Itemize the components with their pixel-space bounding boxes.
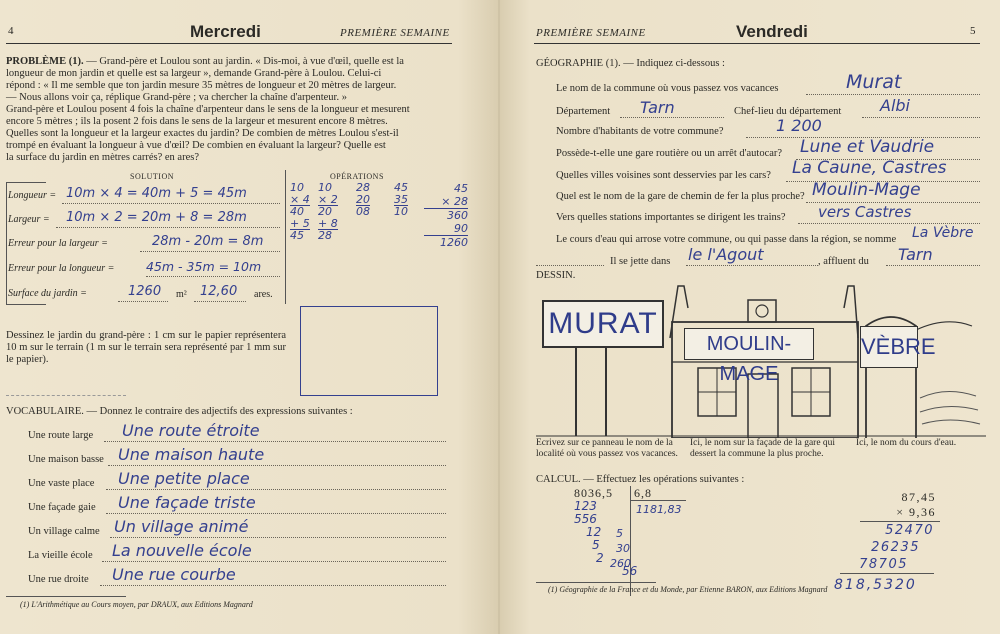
page-number: 5: [970, 25, 976, 37]
surface-m2-value: 1260: [128, 284, 162, 299]
geo-answer-chef-lieu: Albi: [880, 96, 910, 115]
vocab-answer: Une maison haute: [118, 445, 265, 464]
garden-drawing: [300, 306, 438, 396]
problem-line: la surface du jardin en mètres carrés? en ares?: [6, 152, 199, 163]
operation-col-2: 10 × 2 20 + 8 28: [318, 181, 338, 242]
geo-question: Le cours d'eau qui arrose votre commune, ou qui passe dans la région, se nomme: [556, 234, 897, 245]
drawing-caption: Ici, le nom du cours d'eau.: [856, 438, 957, 448]
geo-answer-gare-fer: Moulin-Mage: [812, 180, 921, 200]
operation-col-4: 45 35 10: [394, 181, 408, 218]
page-number: 4: [8, 25, 14, 37]
geo-question: Possède-t-elle une gare routière ou un arrêt d'autocar?: [556, 148, 783, 159]
solution-header: SOLUTION: [130, 172, 174, 181]
geo-answer-cours-eau: La Vèbre: [912, 225, 974, 241]
operation-col-3: 28 20 08: [356, 181, 370, 218]
division-rests: 5 30 260: [610, 527, 631, 570]
problem-line: — Nous allons voir ça, réplique Grand-père ; va chercher la chaîne d'arpenteur. »: [6, 92, 347, 103]
geo-question: Chef-lieu du département: [734, 106, 842, 117]
geo-question: Nombre d'habitants de votre commune?: [556, 126, 724, 137]
problem-line: longueur de mon jardin et quelle est sa largeur », demande Grand-père à Loulou. Celui-ci: [6, 68, 382, 79]
vocab-prompt: Une route large: [28, 430, 94, 441]
geo-answer-jette-dans: le l'Agout: [688, 245, 764, 264]
calc-title: CALCUL. — Effectuez les opérations suivantes :: [536, 474, 745, 485]
solution-row-label: Largeur =: [8, 214, 50, 225]
page-week-label: PREMIÈRE SEMAINE: [340, 27, 450, 39]
solution-row-answer: 10m × 2 = 20m + 8 = 28m: [66, 210, 247, 225]
river-sign: VÈBRE: [860, 326, 918, 368]
vocab-prompt: Un village calme: [28, 526, 100, 537]
geo-answer-affluent: Tarn: [898, 245, 933, 264]
footnote: (1) Géographie de la France et du Monde, par Etienne BARON, aux Editions Magnard: [548, 585, 828, 594]
operations-header: OPÉRATIONS: [330, 172, 384, 181]
vocab-prompt: Une façade gaie: [28, 502, 96, 513]
geo-answer-departement: Tarn: [640, 98, 675, 117]
solution-row-answer: 10m × 4 = 40m + 5 = 45m: [66, 186, 247, 201]
problem-line: trompé en évaluant la longueur à vue d'œil? De combien en évaluant la largeur? Quelle est: [6, 140, 386, 151]
dessin-title: DESSIN.: [536, 270, 576, 281]
surface-m2-unit: m²: [176, 289, 187, 300]
operation-col-5: 45 × 28 360 90 1260: [424, 182, 468, 249]
vocab-prompt: La vieille école: [28, 550, 93, 561]
geo-answer-villes: La Caune, Castres: [792, 158, 947, 178]
mult-result: 818,5320: [834, 577, 917, 593]
problem-line: encore 5 mètres ; ils la posent 2 fois dans le sens de la largeur et mesurent encore 8 mètres.: [6, 116, 388, 127]
geo-answer-habitants: 1 200: [776, 116, 822, 135]
vocab-answer: Une route étroite: [122, 421, 260, 440]
vocab-prompt: Une rue droite: [28, 574, 89, 585]
vocab-answer: Une petite place: [118, 469, 250, 488]
vocab-answer: Une rue courbe: [112, 565, 236, 584]
problem-title: PROBLÈME (1).: [6, 56, 84, 67]
left-page: [0, 0, 498, 634]
division-dividend: 8036,5: [574, 486, 613, 500]
geo-question: , affluent du: [818, 256, 869, 267]
drawing-instruction: Dessinez le jardin du grand-père : 1 cm sur le papier représentera 10 m sur le terrain (1 m sur le terrain sera représenté par 1 mm sur le papier).: [6, 330, 286, 365]
mult-a: 87,45: [901, 490, 936, 504]
header-rule: [6, 43, 452, 44]
vocab-answer: Une façade triste: [118, 493, 256, 512]
geo-title: GÉOGRAPHIE (1). — Indiquez ci-dessous :: [536, 58, 725, 69]
footnote: (1) L'Arithmétique au Cours moyen, par DRAUX, aux Editions Magnard: [20, 600, 253, 609]
page-week-label: PREMIÈRE SEMAINE: [536, 27, 646, 39]
mult-steps: 52470 26235 78705: [840, 522, 934, 574]
geo-answer-gare-routiere: Lune et Vaudrie: [800, 137, 935, 157]
vocab-answer: Un village animé: [114, 517, 249, 536]
solution-row-answer: 28m - 20m = 8m: [152, 234, 264, 249]
solution-row-label: Erreur pour la largeur =: [8, 238, 108, 249]
geo-question: Quel est le nom de la gare de chemin de fer la plus proche?: [556, 191, 805, 202]
geo-question: Quelles villes voisines sont desservies par les cars?: [556, 170, 771, 181]
geo-answer-trains: vers Castres: [818, 203, 912, 221]
vocab-prompt: Une vaste place: [28, 478, 95, 489]
station-sign: MOULIN-MAGE: [684, 328, 814, 360]
header-rule: [534, 43, 980, 44]
problem-line: Grand-père et Loulou posent 4 fois la chaîne d'arpenteur dans le sens de la longueur et mesurent: [6, 104, 410, 115]
division-divisor: 6,8: [634, 486, 652, 500]
surface-label: Surface du jardin =: [8, 288, 87, 299]
solution-row-label: Erreur pour la longueur =: [8, 263, 115, 274]
geo-question: Il se jette dans: [610, 256, 671, 267]
solution-row-answer: 45m - 35m = 10m: [146, 259, 262, 274]
mult-b: × 9,36: [896, 505, 936, 519]
geo-answer-commune: Murat: [846, 71, 902, 93]
geo-question: Département: [556, 106, 611, 117]
solution-row-label: Longueur =: [8, 190, 57, 201]
page-day-title: Mercredi: [190, 22, 261, 41]
geo-question: Le nom de la commune où vous passez vos vacances: [556, 83, 779, 94]
page-day-title: Vendredi: [736, 22, 808, 41]
drawing-caption: Ici, le nom sur la façade de la gare qui dessert la commune la plus proche.: [690, 438, 836, 459]
vocab-title: VOCABULAIRE. — Donnez le contraire des adjectifs des expressions suivantes :: [6, 406, 353, 417]
problem-line: — Grand-père et Loulou sont au jardin. « Dis-moi, à vue d'œil, quelle est la: [86, 56, 404, 67]
problem-text: [6, 56, 452, 164]
drawing-caption: Ecrivez sur ce panneau le nom de la localité où vous passez vos vacances.: [536, 438, 678, 459]
surface-ares-value: 12,60: [200, 284, 238, 299]
right-page: [500, 0, 1000, 634]
solution-box-left: [6, 182, 7, 304]
problem-line: répond : « Il me semble que ton jardin mesure 35 mètres de longueur et 20 mètres de largeur.: [6, 80, 397, 91]
operation-col-1: 10 × 4 40 + 5 45: [290, 181, 310, 242]
division-steps: 123 556 12 5 2 56: [574, 499, 638, 578]
geo-question: Vers quelles stations importantes se dirigent les trains?: [556, 212, 786, 223]
vocab-answer: La nouvelle école: [112, 541, 252, 560]
solution-box-divider: [285, 170, 286, 304]
vocab-prompt: Une maison basse: [28, 454, 104, 465]
division-quotient: 1181,83: [636, 503, 682, 516]
problem-line: Quelles sont la longueur et la largeur exactes du jardin? De combien de mètres Loulou s'est-il: [6, 128, 399, 139]
town-sign: MURAT: [542, 300, 664, 348]
surface-ares-unit: ares.: [254, 289, 273, 300]
